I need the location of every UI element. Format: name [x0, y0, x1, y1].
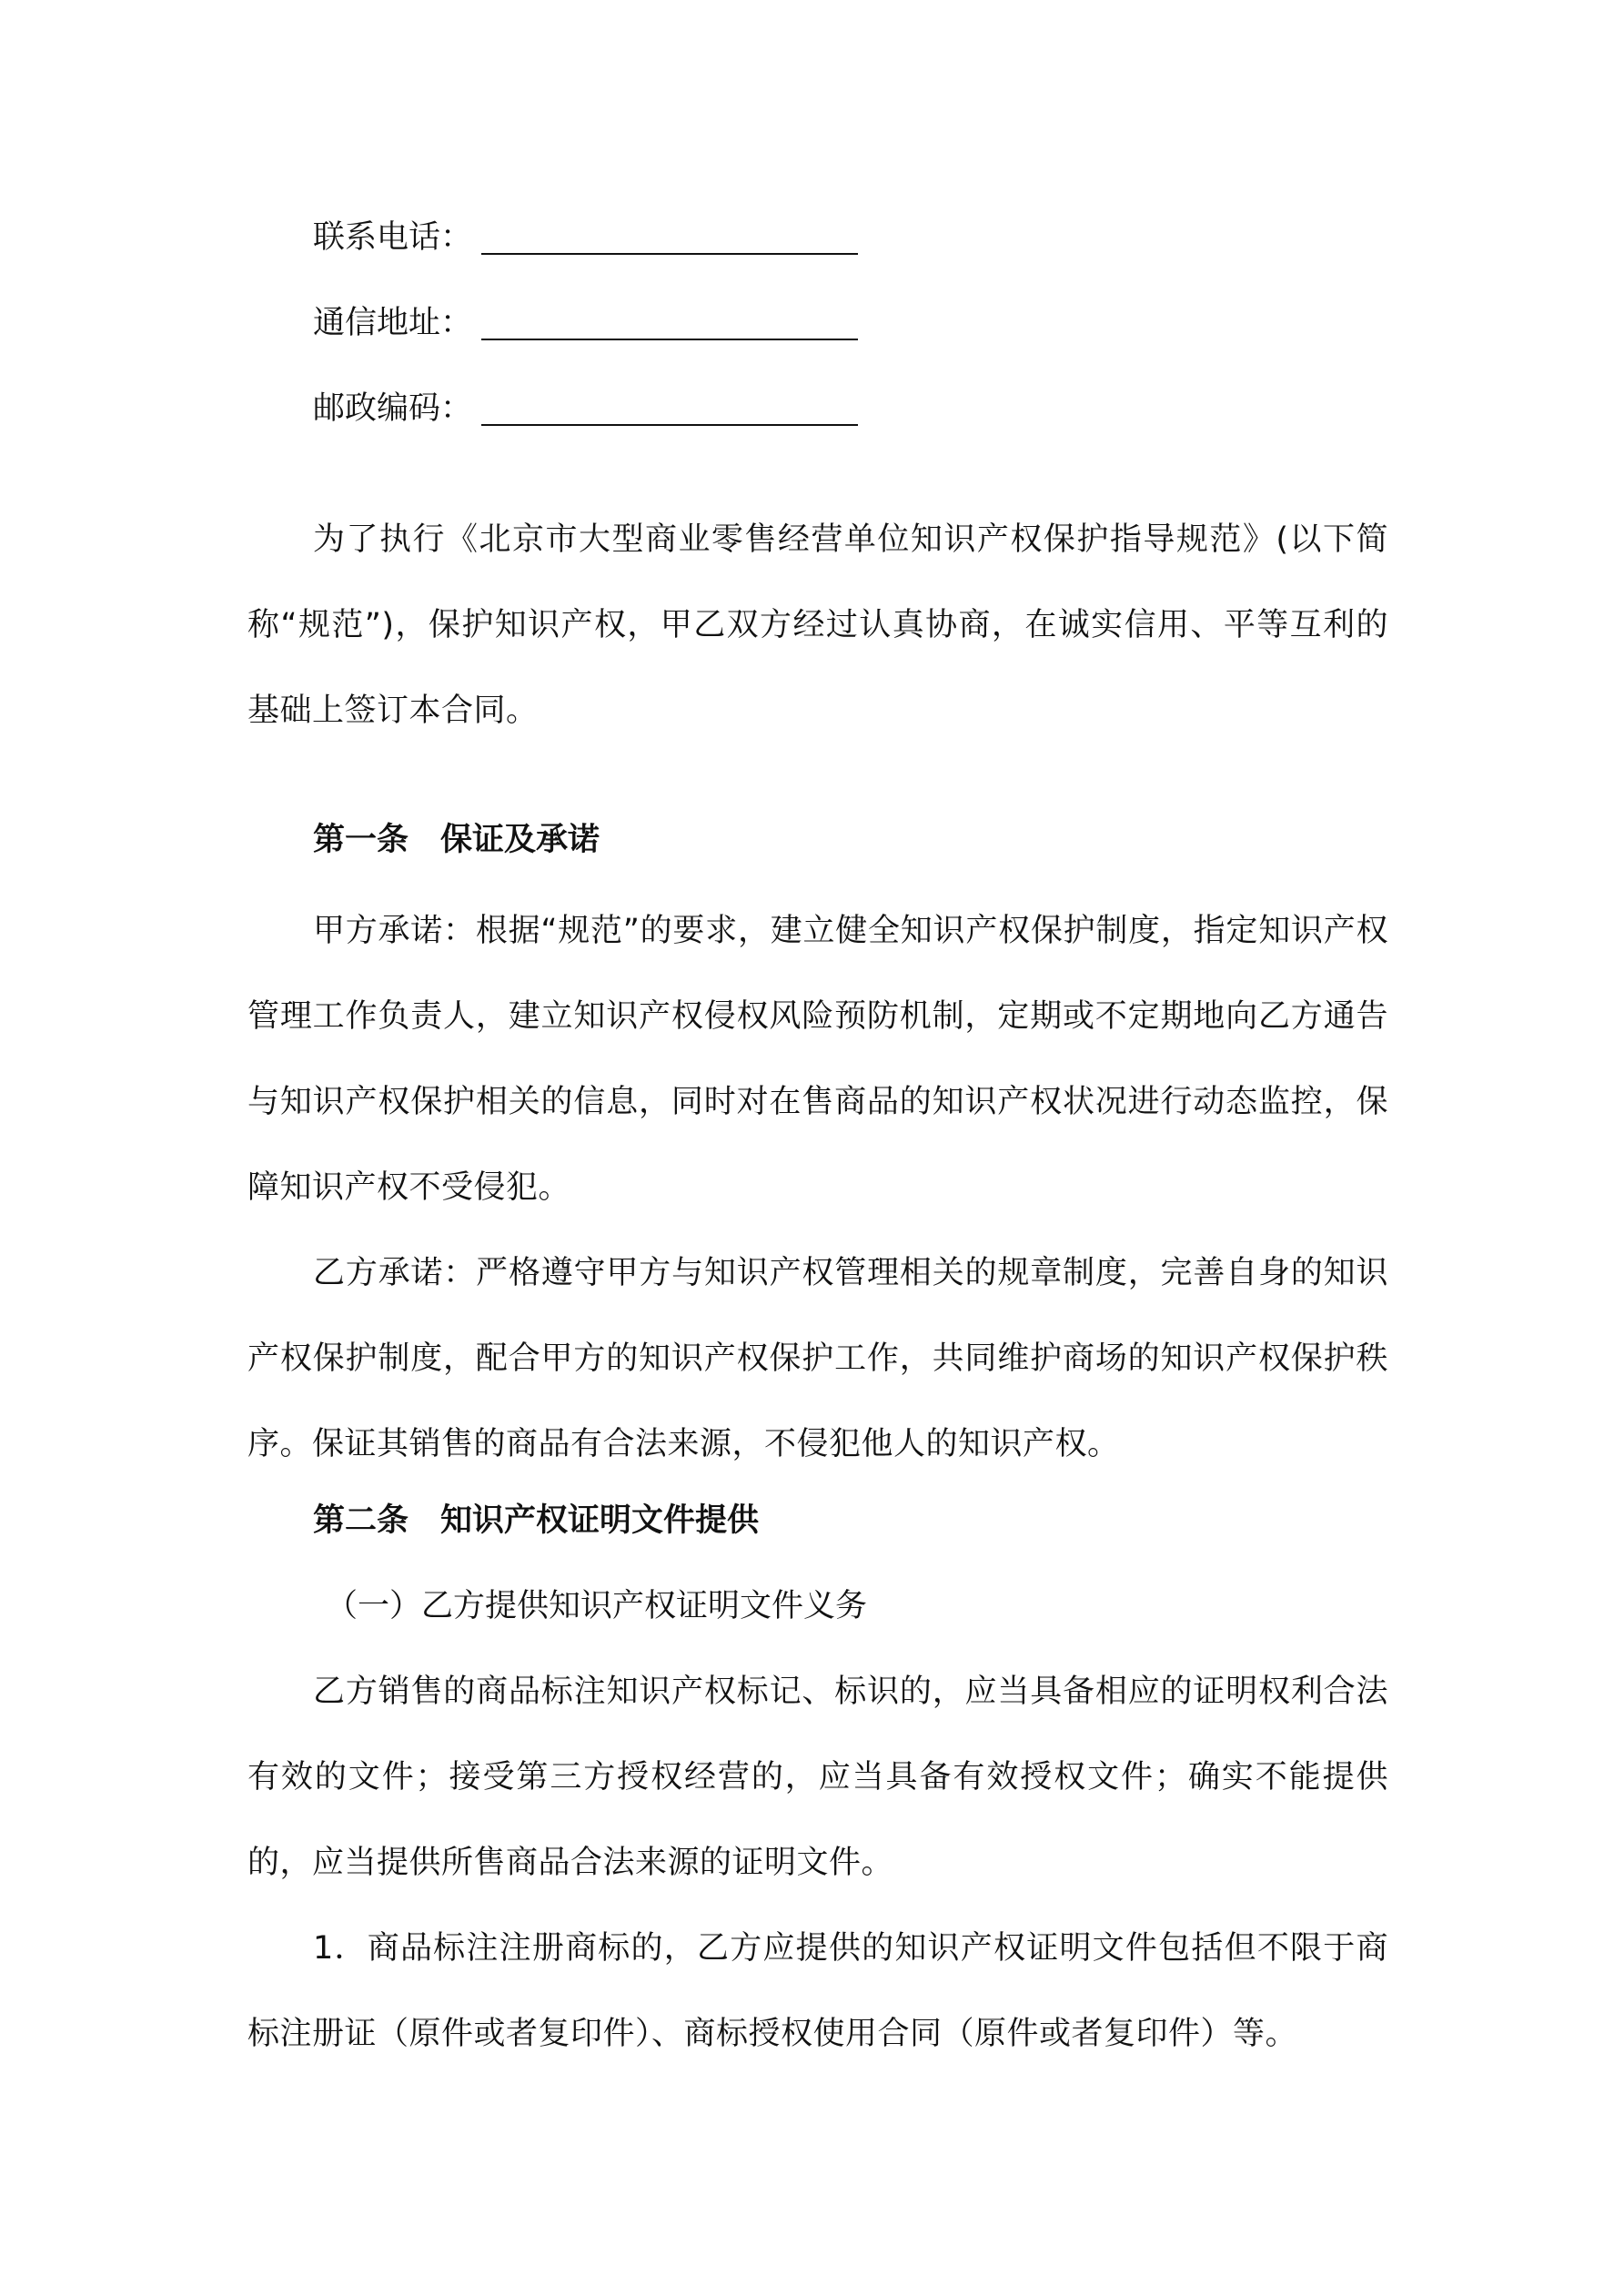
article-2-item-1: 1．商品标注注册商标的，乙方应提供的知识产权证明文件包括但不限于商标注册证（原件或者复印件）、商标授权使用合同（原件或者复印件）等。 — [247, 1930, 1388, 2052]
postcode-blank-line[interactable] — [481, 388, 858, 426]
address-blank-line[interactable] — [481, 302, 858, 340]
phone-label: 联系电话： — [313, 219, 473, 256]
article-2-paragraph-1: 乙方销售的商品标注知识产权标记、标识的，应当具备相应的证明权利合法有效的文件；接受第三方授权经营的，应当具备有效授权文件；确实不能提供的，应当提供所售商品合法来源的证明文件。 — [247, 1674, 1388, 1881]
article-2-subsection-1: （一）乙方提供知识产权证明文件义务 — [326, 1588, 868, 1624]
postcode-field-row — [313, 377, 858, 431]
document-page — [247, 0, 1388, 2296]
party-b-commitment: 乙方承诺：严格遵守甲方与知识产权管理相关的规章制度，完善自身的知识产权保护制度，配合甲方的知识产权保护工作，共同维护商场的知识产权保护秩序。保证其销售的商品有合法来源，不侵犯他人的知识产权。 — [247, 1255, 1388, 1462]
intro-paragraph: 为了执行《北京市大型商业零售经营单位知识产权保护指导规范》(以下简称“规范”)，保护知识产权，甲乙双方经过认真协商，在诚实信用、平等互利的基础上签订本合同。 — [247, 521, 1388, 729]
phone-blank-line[interactable] — [481, 217, 858, 255]
party-a-commitment: 甲方承诺：根据“规范”的要求，建立健全知识产权保护制度，指定知识产权管理工作负责人，建立知识产权侵权风险预防机制，定期或不定期地向乙方通告与知识产权保护相关的信息，同时对在售商品的知识产权状况进行动态监控，保障知识产权不受侵犯。 — [247, 913, 1388, 1206]
address-label: 通信地址： — [313, 305, 473, 341]
article-1-heading: 第一条 保证及承诺 — [313, 822, 600, 858]
address-field-row — [313, 291, 858, 346]
postcode-label: 邮政编码： — [313, 390, 473, 427]
phone-field-row — [313, 206, 858, 260]
article-2-heading: 第二条 知识产权证明文件提供 — [313, 1502, 760, 1539]
